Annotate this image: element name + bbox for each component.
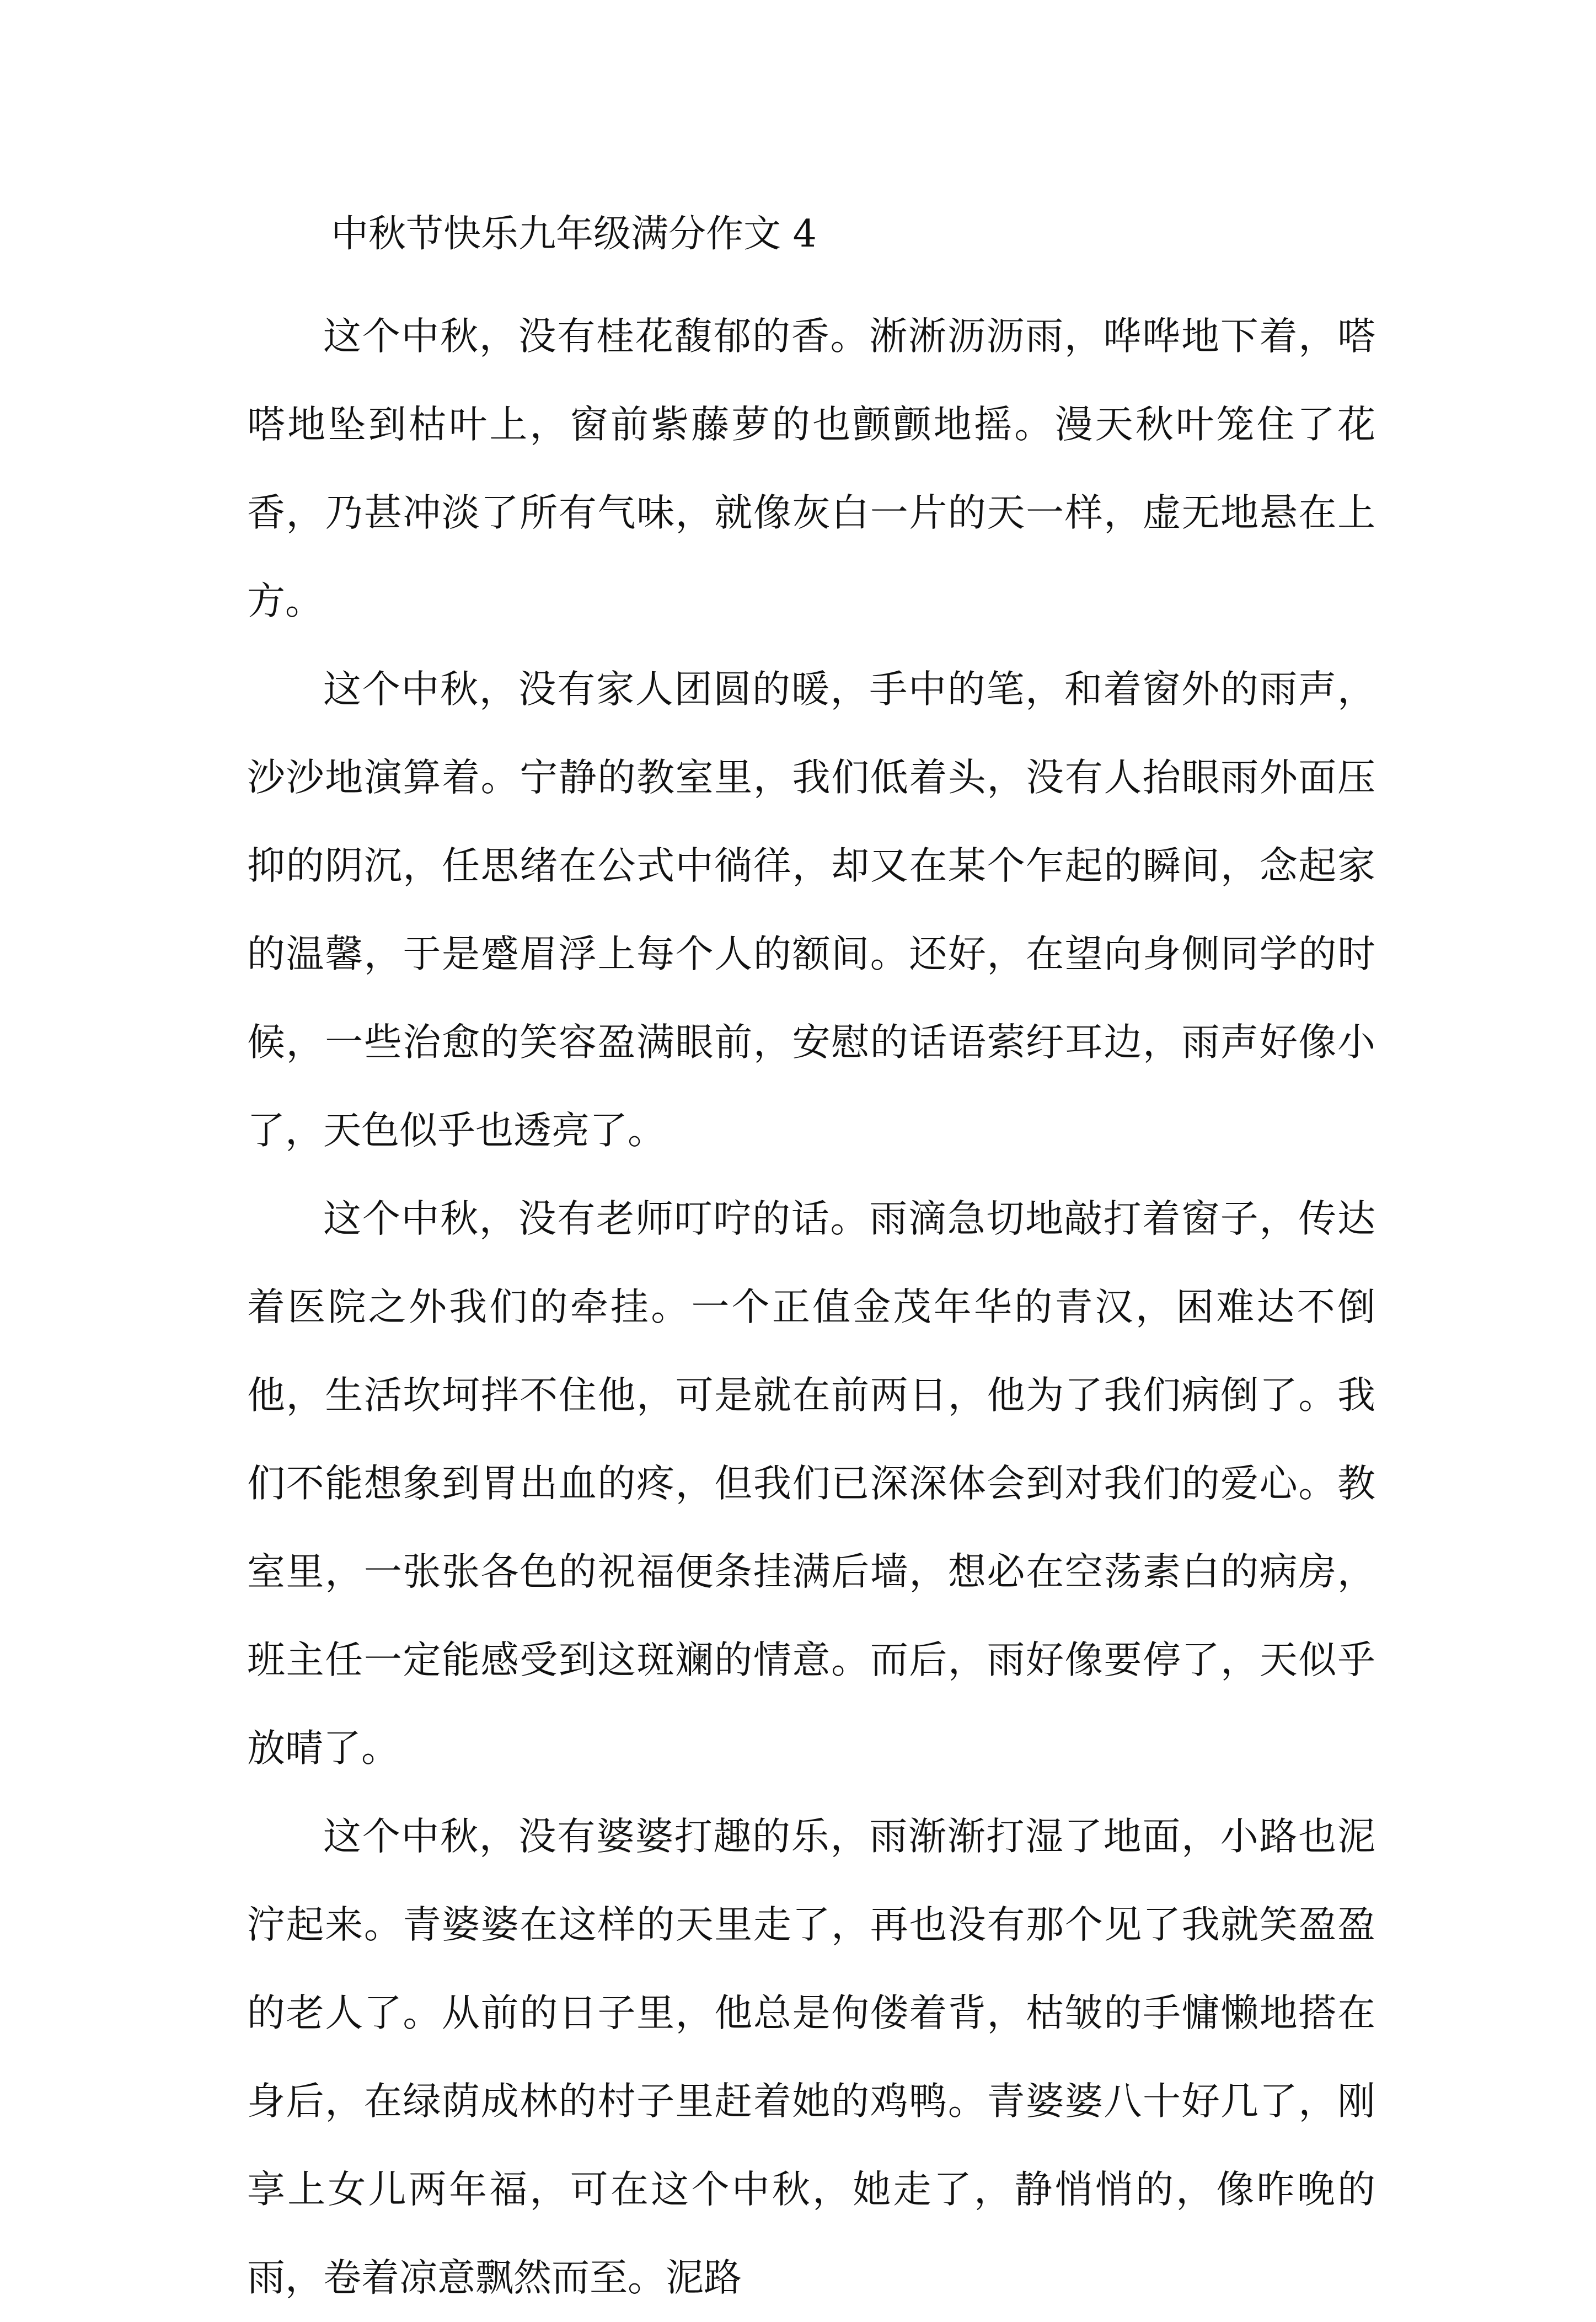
paragraph-2: 这个中秋，没有家人团圆的暖，手中的笔，和着窗外的雨声，沙沙地演算着。宁静的教室里，我们低着头，没有人抬眼雨外面压抑的阴沉，任思绪在公式中徜徉，却又在某个乍起的瞬间，念起家的温馨，于是蹙眉浮上每个人的额间。还好，在望向身侧同学的时候，一些治愈的笑容盈满眼前，安慰的话语萦纡耳边，雨声好像小了，天色似乎也透亮了。: [247, 667, 1375, 1153]
document-title: 中秋节快乐九年级满分作文 4: [331, 212, 817, 256]
document-body: [247, 292, 1375, 2322]
paragraph-1: 这个中秋，没有桂花馥郁的香。淅淅沥沥雨，哗哗地下着，嗒嗒地坠到枯叶上，窗前紫藤萝的也颤颤地摇。漫天秋叶笼住了花香，乃甚冲淡了所有气味，就像灰白一片的天一样，虚无地悬在上方。: [247, 314, 1375, 623]
paragraph-3: 这个中秋，没有老师叮咛的话。雨滴急切地敲打着窗子，传达着医院之外我们的牵挂。一个正值金茂年华的青汉，困难达不倒他，生活坎坷拌不住他，可是就在前两日，他为了我们病倒了。我们不能想象到胃出血的疼，但我们已深深体会到对我们的爱心。教室里，一张张各色的祝福便条挂满后墙，想必在空荡素白的病房，班主任一定能感受到这斑斓的情意。而后，雨好像要停了，天似乎放晴了。: [247, 1197, 1375, 1770]
paragraph-4: 这个中秋，没有婆婆打趣的乐，雨渐渐打湿了地面，小路也泥泞起来。青婆婆在这样的天里走了，再也没有那个见了我就笑盈盈的老人了。从前的日子里，他总是佝偻着背，枯皱的手慵懒地搭在身后，在绿荫成林的村子里赶着她的鸡鸭。青婆婆八十好几了，刚享上女儿两年福，可在这个中秋，她走了，静悄悄的，像昨晚的雨，卷着凉意飘然而至。泥路: [247, 1815, 1375, 2300]
